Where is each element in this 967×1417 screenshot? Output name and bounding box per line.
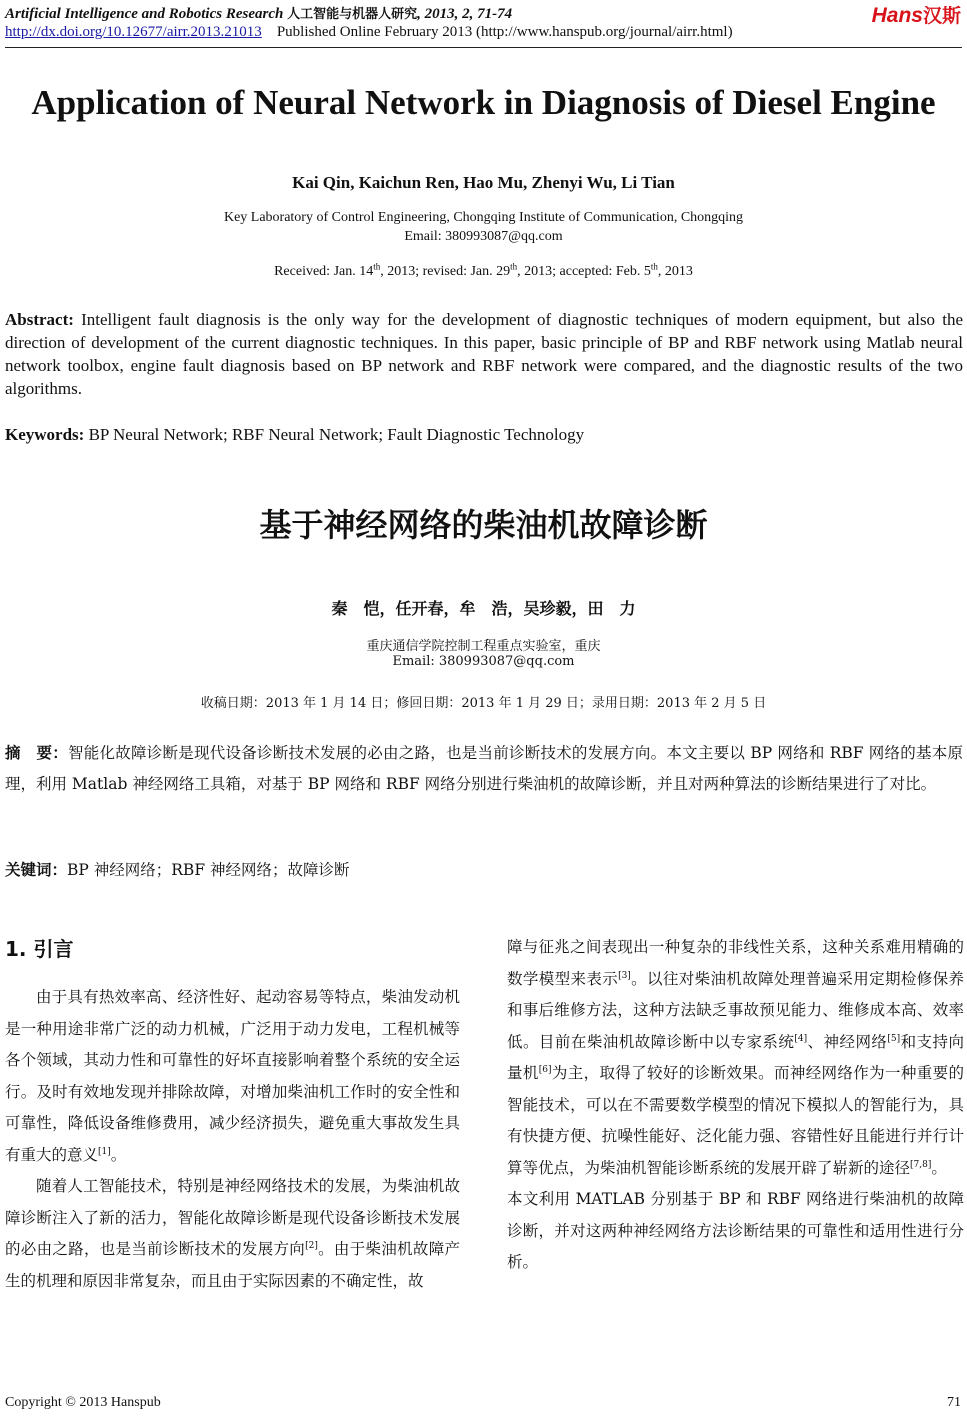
title-cn: 基于神经网络的柴油机故障诊断 <box>259 506 708 544</box>
paragraph-text: 。 <box>931 1158 947 1177</box>
abstract-cn <box>5 738 963 800</box>
abstract-text-cn: 智能化故障诊断是现代设备诊断技术发展的必由之路，也是当前诊断技术的发展方向。本文主要以 BP 网络和 RBF 网络的基本原理，利用 Matlab 神经网络工具箱，对基于 BP 网络和 RBF 网络分别进行柴油机的故障诊断，并且对两种算法的诊断结果进行了对比。 <box>5 744 963 793</box>
paragraph-text: 。以往对柴油机故障处理普遍采用定期检修保养和事后维修方法，这种方法缺乏事故预见能力、维修成本高、效率低。目前在柴油机故障诊断中以专家系统 <box>507 969 964 1051</box>
section-heading: 1. 引言 <box>5 937 74 961</box>
hans-logo <box>872 1 961 28</box>
abstract-text-en: Intelligent fault diagnosis is the only way for the development of diagnostic techniques of modern equipment, but also the direction of development of the current diagnostic techniques. In this paper, basic principle of BP and RBF network using Matlab neural network toolbox, engine fault diagnosis based on BP network and RBF network were compared, and the diagnostic results of the two algorithms. <box>5 310 963 398</box>
body-column-left <box>5 982 460 1297</box>
citation: [7,8] <box>910 1159 932 1170</box>
journal-header <box>5 3 512 23</box>
ordinal-suffix: th <box>650 261 658 272</box>
authors-cn: 秦 恺，任开春，牟 浩，吴珍毅，田 力 <box>331 599 636 618</box>
accepted-date: , 2013; accepted: Feb. 5 <box>517 264 651 279</box>
abstract-label-en: Abstract: <box>5 310 74 329</box>
email-cn: Email: 380993087@qq.com <box>392 654 575 669</box>
email-en: Email: 380993087@qq.com <box>404 229 563 244</box>
paragraph-text: 为主，取得了较好的诊断效果。而神经网络作为一种重要的智能技术，可以在不需要数学模型的情况下模拟人的智能行为，具有快捷方便、抗噪性能好、泛化能力强、容错性好且能进行并行计算等优点，为柴油机智能诊断系统的发展开辟了崭新的途径 <box>507 1064 964 1177</box>
title-en: Application of Neural Network in Diagnosis of Diesel Engine <box>31 83 936 122</box>
keywords-text-cn: BP 神经网络；RBF 神经网络；故障诊断 <box>67 861 350 879</box>
page-number: 71 <box>947 1395 961 1410</box>
keywords-label-en: Keywords: <box>5 425 85 444</box>
copyright-footer: Copyright © 2013 Hanspub <box>5 1395 161 1410</box>
body-column-right <box>507 932 964 1279</box>
paragraph-text: 和支持向量机 <box>507 1032 964 1082</box>
citation: [1] <box>98 1146 111 1157</box>
received-en <box>0 261 967 280</box>
received-cn: 收稿日期：2013 年 1 月 14 日；修回日期：2013 年 1 月 29 日；录用日期：2013 年 2 月 5 日 <box>200 696 767 711</box>
citation: [5] <box>887 1033 901 1044</box>
affiliation-en: Key Laboratory of Control Engineering, Chongqing Institute of Communication, Chongqing <box>223 210 744 225</box>
paragraph: 本文利用 MATLAB 分别基于 BP 和 RBF 网络进行柴油机的故障诊断，并对这两种神经网络方法诊断结果的可靠性和适用性进行分析。 <box>507 1190 964 1271</box>
header-divider <box>5 47 962 48</box>
publication-line <box>5 24 733 41</box>
logo-cn: 汉斯 <box>922 5 961 27</box>
received-date: Received: Jan. 14 <box>274 264 374 279</box>
paragraph-text: 、神经网络 <box>807 1032 888 1051</box>
revised-date: , 2013; revised: Jan. 29 <box>380 264 511 279</box>
doi-link[interactable]: http://dx.doi.org/10.12677/airr.2013.21013 <box>5 24 262 40</box>
paragraph-text: 随着人工智能技术，特别是神经网络技术的发展，为柴油机故障诊断注入了新的活力，智能化故障诊断是现代设备诊断技术发展的必由之路，也是当前诊断技术的发展方向 <box>5 1177 460 1258</box>
citation: [2] <box>305 1240 318 1251</box>
paragraph-continued <box>507 932 964 1184</box>
paragraph <box>5 1171 460 1297</box>
abstract-en <box>5 308 963 400</box>
keywords-en <box>5 425 584 445</box>
published-online: Published Online February 2013 (http://www.hanspub.org/journal/airr.html) <box>276 24 733 40</box>
abstract-label-cn: 摘 要： <box>5 744 68 762</box>
paragraph-text: 。 <box>110 1145 127 1164</box>
affiliation-cn: 重庆通信学院控制工程重点实验室，重庆 <box>366 639 601 654</box>
keywords-label-cn: 关键词： <box>5 861 68 879</box>
volume-info: , 2013, 2, 71-74 <box>417 6 513 22</box>
paragraph-text: 由于具有热效率高、经济性好、起动容易等特点，柴油发动机是一种用途非常广泛的动力机械，广泛用于动力发电，工程机械等各个领域，其动力性和可靠性的好坏直接影响着整个系统的安全运行。及时有效地发现并排除故障，对增加柴油机工作时的安全性和可靠性，降低设备维修费用，减少经济损失，避免重大事故发生具有重大的意义 <box>5 988 460 1164</box>
paragraph-text: 。由于柴油机故障产生的机理和原因非常复杂，而且由于实际因素的不确定性，故 <box>5 1240 460 1290</box>
journal-name-cn: 人工智能与机器人研究 <box>287 7 418 22</box>
journal-name: Artificial Intelligence and Robotics Research <box>5 6 284 22</box>
keywords-text-en: BP Neural Network; RBF Neural Network; Fault Diagnostic Technology <box>84 425 585 444</box>
logo-en: Hans <box>871 4 923 27</box>
citation: [3] <box>618 970 631 981</box>
paragraph <box>5 982 460 1171</box>
keywords-cn <box>5 858 350 880</box>
citation: [6] <box>538 1064 552 1075</box>
authors-en: Kai Qin, Kaichun Ren, Hao Mu, Zhenyi Wu, Li Tian <box>292 173 675 192</box>
citation: [4] <box>794 1033 808 1044</box>
ordinal-suffix: th <box>510 261 518 272</box>
accepted-year: , 2013 <box>657 264 693 279</box>
ordinal-suffix: th <box>373 261 381 272</box>
paragraph-text: 障与征兆之间表现出一种复杂的非线性关系，这种关系难用精确的数学模型来表示 <box>507 938 964 988</box>
